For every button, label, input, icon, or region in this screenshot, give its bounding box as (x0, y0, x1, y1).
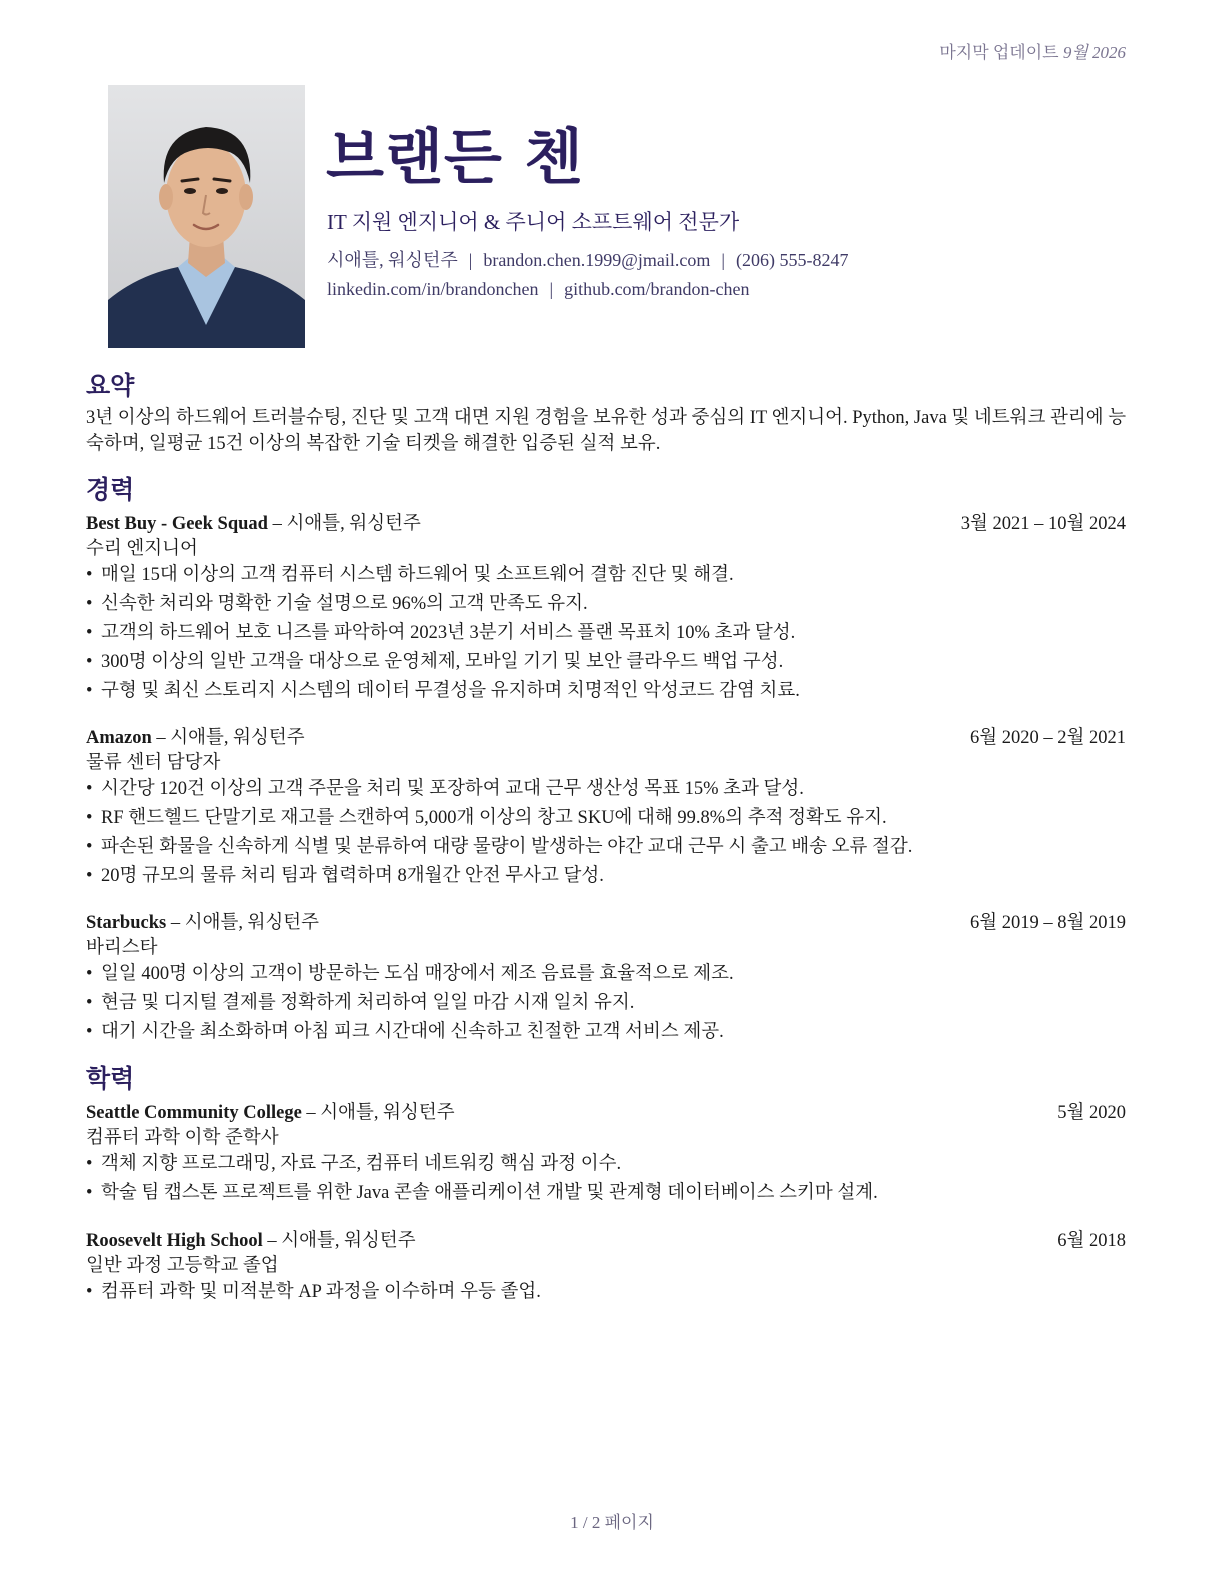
job-role: 바리스타 (86, 938, 158, 958)
list-item: • 시간당 120건 이상의 고객 주문을 처리 및 포장하여 교대 근무 생산성 목표 15% 초과 달성. (86, 775, 1131, 804)
job-title: IT 지원 엔지니어 & 주니어 소프트웨어 전문가 (327, 210, 740, 234)
job-company: Best Buy - Geek Squad (86, 514, 268, 534)
candidate-name: 브랜든 첸 (326, 123, 584, 193)
school-org (86, 1098, 455, 1124)
school-name: Roosevelt High School (86, 1231, 263, 1251)
list-item: • 파손된 화물을 신속하게 식별 및 분류하여 대량 물량이 발생하는 야간 교대 근무 시 출고 배송 오류 절감. (86, 833, 1131, 862)
job-role: 수리 엔지니어 (86, 539, 198, 559)
school-org (86, 1226, 416, 1252)
education-heading: 학력 (86, 1064, 135, 1093)
school-degree: 일반 과정 고등학교 졸업 (86, 1256, 279, 1276)
contact-row-2 (327, 279, 750, 300)
github-link[interactable]: github.com/brandon-chen (564, 279, 750, 299)
job-location: – 시애틀, 워싱턴주 (151, 728, 305, 748)
separator: | (549, 279, 554, 299)
contact-row-1 (327, 246, 848, 272)
school-location: – 시애틀, 워싱턴주 (262, 1231, 416, 1251)
list-item: • 객체 지향 프로그래밍, 자료 구조, 컴퓨터 네트워킹 핵심 과정 이수. (86, 1150, 1131, 1179)
job-org (86, 509, 421, 535)
job-dates: 6월 2020 – 2월 2021 (970, 728, 1126, 748)
job-bullets (86, 960, 1131, 1047)
job-company: Amazon (86, 728, 152, 748)
list-item: • 300명 이상의 일반 고객을 대상으로 운영체제, 모바일 기기 및 보안 클라우드 백업 구성. (86, 648, 1131, 677)
school-name: Seattle Community College (86, 1103, 302, 1123)
school-dates: 5월 2020 (1057, 1103, 1126, 1123)
job-dates: 6월 2019 – 8월 2019 (970, 913, 1126, 933)
location: 시애틀, 워싱턴주 (327, 250, 458, 270)
school-dates: 6월 2018 (1057, 1231, 1126, 1251)
job-org (86, 908, 319, 934)
list-item: • 현금 및 디지털 결제를 정확하게 처리하여 일일 마감 시재 일치 유지. (86, 989, 1131, 1018)
separator: | (721, 250, 725, 270)
school-bullets (86, 1150, 1131, 1208)
job-location: – 시애틀, 워싱턴주 (267, 514, 421, 534)
job-location: – 시애틀, 워싱턴주 (166, 913, 320, 933)
experience-heading: 경력 (86, 475, 135, 504)
list-item: • 매일 15대 이상의 고객 컴퓨터 시스템 하드웨어 및 소프트웨어 결함 진단 및 해결. (86, 561, 1131, 590)
job-bullets (86, 561, 1131, 706)
list-item: • RF 핸드헬드 단말기로 재고를 스캔하여 5,000개 이상의 창고 SKU에 대해 99.8%의 추적 정확도 유지. (86, 804, 1131, 833)
job-bullets (86, 775, 1131, 891)
list-item: • 컴퓨터 과학 및 미적분학 AP 과정을 이수하며 우등 졸업. (86, 1278, 1131, 1307)
list-item: • 대기 시간을 최소화하며 아침 피크 시간대에 신속하고 친절한 고객 서비스 제공. (86, 1018, 1131, 1047)
summary-text: 3년 이상의 하드웨어 트러블슈팅, 진단 및 고객 대면 지원 경험을 보유한 성과 중심의 IT 엔지니어. Python, Java 및 네트워크 관리에 능숙하며, 일평균 15건 이상의 복잡한 기술 티켓을 해결한 입증된 실적 보유. (86, 408, 1127, 454)
school-bullets (86, 1278, 1131, 1307)
school-degree: 컴퓨터 과학 이학 준학사 (86, 1128, 279, 1148)
list-item: • 학술 팀 캡스톤 프로젝트를 위한 Java 콘솔 애플리케이션 개발 및 관계형 데이터베이스 스키마 설계. (86, 1179, 1131, 1208)
job-role: 물류 센터 담당자 (86, 753, 221, 773)
list-item: • 구형 및 최신 스토리지 시스템의 데이터 무결성을 유지하며 치명적인 악성코드 감염 치료. (86, 677, 1131, 706)
separator: | (468, 250, 473, 270)
profile-photo (108, 85, 305, 348)
list-item: • 신속한 처리와 명확한 기술 설명으로 96%의 고객 만족도 유지. (86, 590, 1131, 619)
job-org (86, 723, 305, 749)
last-updated-month: 9월 (1062, 43, 1088, 62)
list-item: • 20명 규모의 물류 처리 팀과 협력하며 8개월간 안전 무사고 달성. (86, 862, 1131, 891)
school-location: – 시애틀, 워싱턴주 (301, 1103, 455, 1123)
last-updated-label: 마지막 업데이트 (939, 43, 1059, 62)
phone-link[interactable]: (206) 555-8247 (735, 250, 849, 270)
page-number: 1 / 2 페이지 (570, 1513, 654, 1532)
list-item: • 일일 400명 이상의 고객이 방문하는 도심 매장에서 제조 음료를 효율적으로 제조. (86, 960, 1131, 989)
last-updated-year: 2026 (1092, 43, 1126, 62)
job-dates: 3월 2021 – 10월 2024 (960, 514, 1126, 534)
job-company: Starbucks (86, 913, 167, 933)
list-item: • 고객의 하드웨어 보호 니즈를 파악하여 2023년 3분기 서비스 플랜 목표치 10% 초과 달성. (86, 619, 1131, 648)
portrait-image (108, 85, 305, 348)
linkedin-link[interactable]: linkedin.com/in/brandonchen (327, 279, 539, 299)
email-link[interactable]: brandon.chen.1999@jmail.com (483, 250, 711, 270)
summary-heading: 요약 (86, 371, 135, 400)
last-updated (939, 38, 1126, 63)
